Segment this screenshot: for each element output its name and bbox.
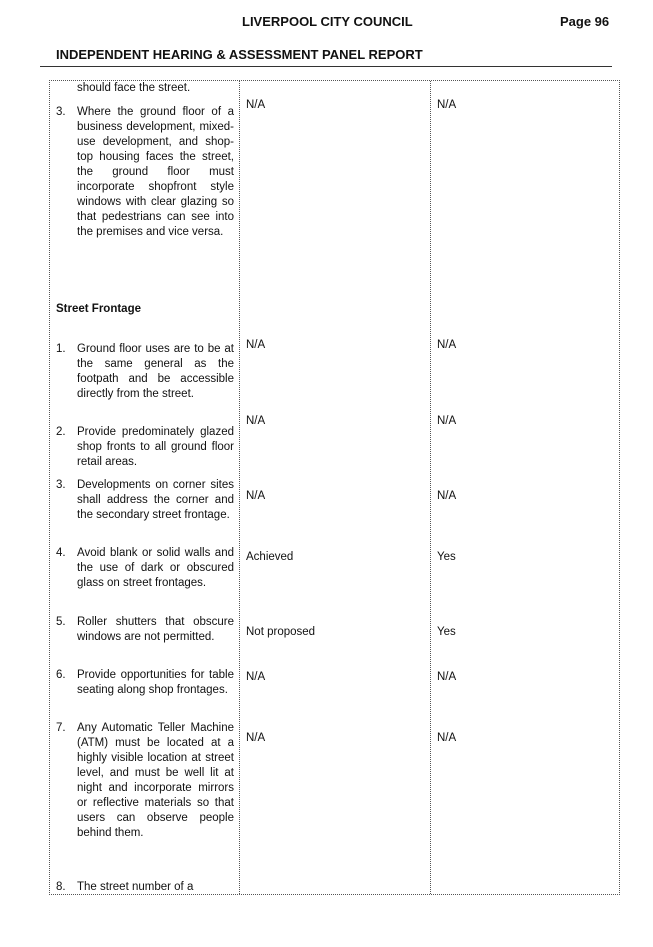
item-text: Provide opportunities for table seating along shop frontages. [77, 669, 234, 696]
item-text: Avoid blank or solid walls and the use of dark or obscured glass on street frontages. [77, 547, 234, 589]
item-text: Where the ground floor of a business development, mixed-use development, and shop-top housing faces the street, the ground floor must incorporate shopfront style windows with clear glazing so that pedestrians can see into the premises and vice versa. [77, 106, 234, 238]
compliance-table [49, 80, 620, 895]
complies-cell: N/A [437, 732, 457, 744]
complies-cell: Yes [437, 626, 456, 638]
item-number: 3. [56, 106, 66, 118]
control-item [56, 615, 234, 645]
comment-cell: N/A [246, 671, 266, 683]
control-item [56, 546, 234, 591]
item-number: 6. [56, 669, 66, 681]
continued-text: should face the street. [77, 82, 191, 94]
comment-cell: N/A [246, 490, 266, 502]
complies-cell: N/A [437, 671, 457, 683]
comment-cell: Not proposed [246, 626, 316, 638]
complies-cell: Yes [437, 551, 456, 563]
control-item [56, 478, 234, 523]
item-number: 2. [56, 426, 66, 438]
control-item [56, 880, 234, 895]
comment-cell: N/A [246, 339, 266, 351]
complies-cell: N/A [437, 99, 457, 111]
complies-cell: N/A [437, 490, 457, 502]
control-item [56, 425, 234, 470]
comment-cell: N/A [246, 415, 266, 427]
item-number: 4. [56, 547, 66, 559]
item-text: The street number of a [77, 881, 194, 893]
comment-cell: N/A [246, 732, 266, 744]
item-text: Ground floor uses are to be at the same general as the footpath and be accessible directly from the street. [77, 343, 234, 400]
report-title: INDEPENDENT HEARING & ASSESSMENT PANEL REPORT [56, 47, 423, 62]
item-text: Roller shutters that obscure windows are not permitted. [77, 616, 234, 643]
control-item [56, 721, 234, 841]
comment-cell: N/A [246, 99, 266, 111]
column-divider [239, 81, 240, 894]
column-divider [430, 81, 431, 894]
comment-cell: Achieved [246, 551, 294, 563]
item-text: Any Automatic Teller Machine (ATM) must be located at a highly visible location at street level, and must be well lit at night and incorporate mirrors or reflective materials so that users can observe people behind them. [77, 722, 234, 839]
item-text: Provide predominately glazed shop fronts to all ground floor retail areas. [77, 426, 234, 468]
item-number: 5. [56, 616, 66, 628]
control-item [56, 342, 234, 402]
header-divider [40, 66, 612, 67]
item-number: 3. [56, 479, 66, 491]
item-text: Developments on corner sites shall address the corner and the secondary street frontage. [77, 479, 234, 521]
section-heading: Street Frontage [56, 303, 141, 315]
item-number: 7. [56, 722, 66, 734]
complies-cell: N/A [437, 415, 457, 427]
item-number: 1. [56, 343, 66, 355]
item-number: 8. [56, 881, 66, 893]
council-name: LIVERPOOL CITY COUNCIL [242, 14, 413, 29]
control-item [56, 105, 234, 240]
control-item [56, 668, 234, 698]
complies-cell: N/A [437, 339, 457, 351]
page-number: Page 96 [560, 14, 610, 29]
